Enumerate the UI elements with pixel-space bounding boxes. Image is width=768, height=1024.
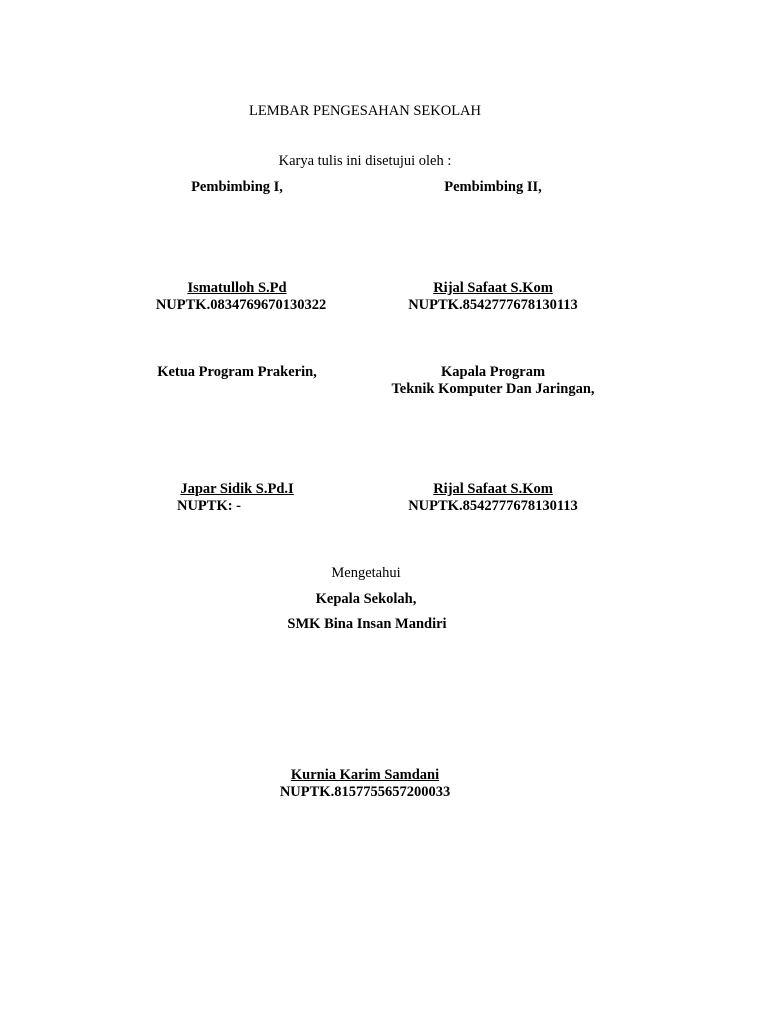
supervisor-1-id: NUPTK.0834769670130322: [155, 297, 327, 313]
supervisor-2-role: Pembimbing II,: [444, 179, 542, 195]
program-head-name: Rijal Safaat S.Kom: [433, 481, 553, 497]
program-coordinator-id: NUPTK: -: [176, 498, 242, 514]
program-head-role-line2: Teknik Komputer Dan Jaringan,: [391, 381, 595, 397]
supervisor-2-name: Rijal Safaat S.Kom: [433, 280, 553, 296]
approval-intro: Karya tulis ini disetujui oleh :: [278, 153, 452, 169]
supervisor-1-role: Pembimbing I,: [191, 179, 283, 195]
program-coordinator-name: Japar Sidik S.Pd.I: [180, 481, 294, 497]
principal-id: NUPTK.8157755657200033: [279, 784, 451, 800]
supervisor-2-id: NUPTK.8542777678130113: [408, 297, 578, 313]
acknowledged-label: Mengetahui: [331, 565, 401, 581]
school-name: SMK Bina Insan Mandiri: [287, 616, 447, 632]
program-head-role-line1: Kapala Program: [440, 364, 546, 380]
principal-name: Kurnia Karim Samdani: [290, 767, 440, 783]
supervisor-1-name: Ismatulloh S.Pd: [187, 280, 287, 296]
page-title: LEMBAR PENGESAHAN SEKOLAH: [248, 103, 482, 119]
principal-role: Kepala Sekolah,: [315, 591, 417, 607]
program-coordinator-role: Ketua Program Prakerin,: [157, 364, 317, 380]
program-head-id: NUPTK.8542777678130113: [408, 498, 578, 514]
